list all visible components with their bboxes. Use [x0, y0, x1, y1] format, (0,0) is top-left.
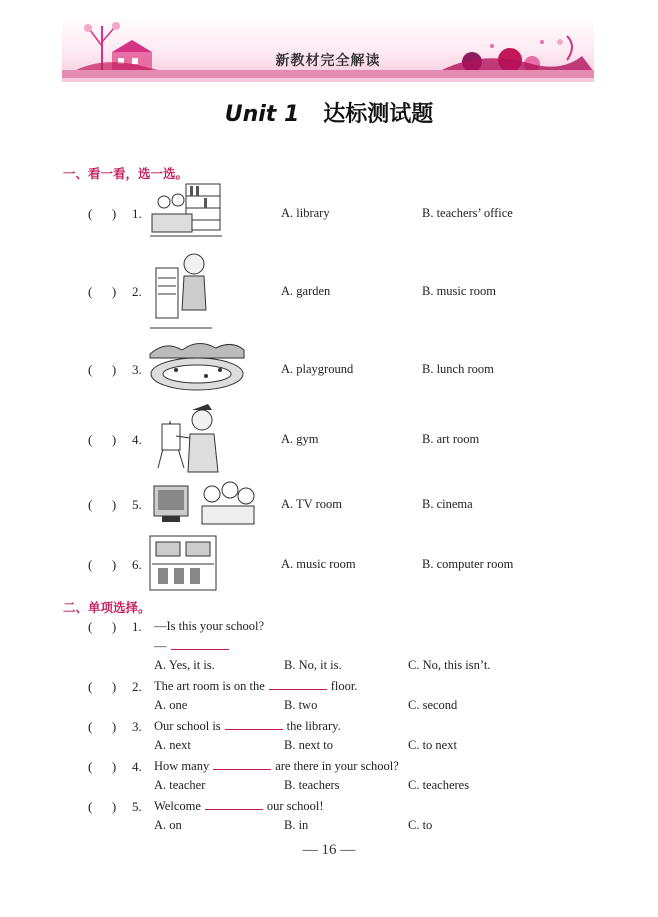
- question-number: 3.: [132, 362, 142, 377]
- option-a: A. Yes, it is.: [154, 658, 215, 672]
- option-c: C. teacheres: [408, 778, 470, 792]
- answer-paren[interactable]: ( ): [88, 799, 117, 814]
- option-c: C. second: [408, 698, 458, 712]
- option-b: B. next to: [284, 738, 333, 752]
- option-c: C. No, this isn’t.: [408, 658, 491, 672]
- option-a: A. one: [154, 698, 188, 712]
- library-desk-picture: [146, 180, 224, 242]
- playground-track-picture: [146, 336, 248, 398]
- option-b: B. computer room: [422, 557, 514, 571]
- answer-blank[interactable]: [205, 799, 263, 810]
- page-number: — 16 —: [302, 842, 356, 858]
- option-b: B. music room: [422, 284, 496, 298]
- answer-paren[interactable]: ( ): [88, 497, 117, 512]
- option-a: A. playground: [281, 362, 354, 376]
- banner-title: 新教材完全解读: [275, 53, 381, 69]
- header-banner: [62, 16, 594, 82]
- question-number: 6.: [132, 557, 142, 572]
- answer-blank[interactable]: [225, 719, 283, 730]
- option-b: B. two: [284, 698, 318, 712]
- answer-blank[interactable]: [171, 639, 229, 650]
- answer-paren[interactable]: ( ): [88, 432, 117, 447]
- girl-painting-picture: [150, 402, 222, 476]
- option-a: A. next: [154, 738, 191, 752]
- answer-paren[interactable]: ( ): [88, 619, 117, 634]
- piano-girl-picture: [146, 248, 216, 332]
- question-text: How many are there in your school?: [154, 759, 399, 773]
- question-number: 2.: [132, 284, 142, 299]
- question-text: Our school is the library.: [154, 719, 341, 733]
- banner-stripe: [62, 70, 594, 78]
- option-a: A. teacher: [154, 778, 206, 792]
- question-number: 2.: [132, 679, 142, 694]
- unit-title-en: Unit 1: [224, 102, 300, 127]
- section-2-heading: 二、单项选择。: [63, 600, 151, 615]
- option-c: C. to: [408, 818, 433, 832]
- option-a: A. TV room: [281, 497, 342, 511]
- option-b: B. art room: [422, 432, 480, 446]
- option-a: A. garden: [281, 284, 331, 298]
- option-c: C. to next: [408, 738, 457, 752]
- question-number: 5.: [132, 497, 142, 512]
- question-text: Welcome our school!: [154, 799, 324, 813]
- classroom-shelves-picture: [146, 532, 220, 594]
- answer-blank[interactable]: [213, 759, 271, 770]
- question-text: —Is this your school?: [154, 619, 265, 633]
- section-1-heading: 一、看一看，选一选。: [63, 166, 189, 181]
- question-number: 5.: [132, 799, 142, 814]
- question-number: 1.: [132, 619, 142, 634]
- page-title: [0, 97, 658, 128]
- answer-paren[interactable]: ( ): [88, 557, 117, 572]
- reply-line: —: [154, 639, 233, 654]
- answer-paren[interactable]: ( ): [88, 719, 117, 734]
- option-a: A. library: [281, 206, 330, 220]
- question-text: The art room is on the floor.: [154, 679, 358, 693]
- option-b: B. cinema: [422, 497, 473, 511]
- answer-paren[interactable]: ( ): [88, 206, 117, 221]
- tv-children-picture: [148, 478, 258, 528]
- option-a: A. music room: [281, 557, 356, 571]
- option-b: B. in: [284, 818, 309, 832]
- answer-paren[interactable]: ( ): [88, 362, 117, 377]
- unit-title-cn: 达标测试题: [323, 102, 434, 127]
- option-b: B. teachers’ office: [422, 206, 513, 220]
- question-number: 4.: [132, 759, 142, 774]
- option-b: B. No, it is.: [284, 658, 342, 672]
- option-b: B. lunch room: [422, 362, 494, 376]
- answer-paren[interactable]: ( ): [88, 679, 117, 694]
- question-number: 3.: [132, 719, 142, 734]
- option-a: A. gym: [281, 432, 319, 446]
- answer-blank[interactable]: [269, 679, 327, 690]
- answer-paren[interactable]: ( ): [88, 759, 117, 774]
- option-a: A. on: [154, 818, 182, 832]
- option-b: B. teachers: [284, 778, 340, 792]
- answer-paren[interactable]: ( ): [88, 284, 117, 299]
- question-number: 4.: [132, 432, 142, 447]
- question-number: 1.: [132, 206, 142, 221]
